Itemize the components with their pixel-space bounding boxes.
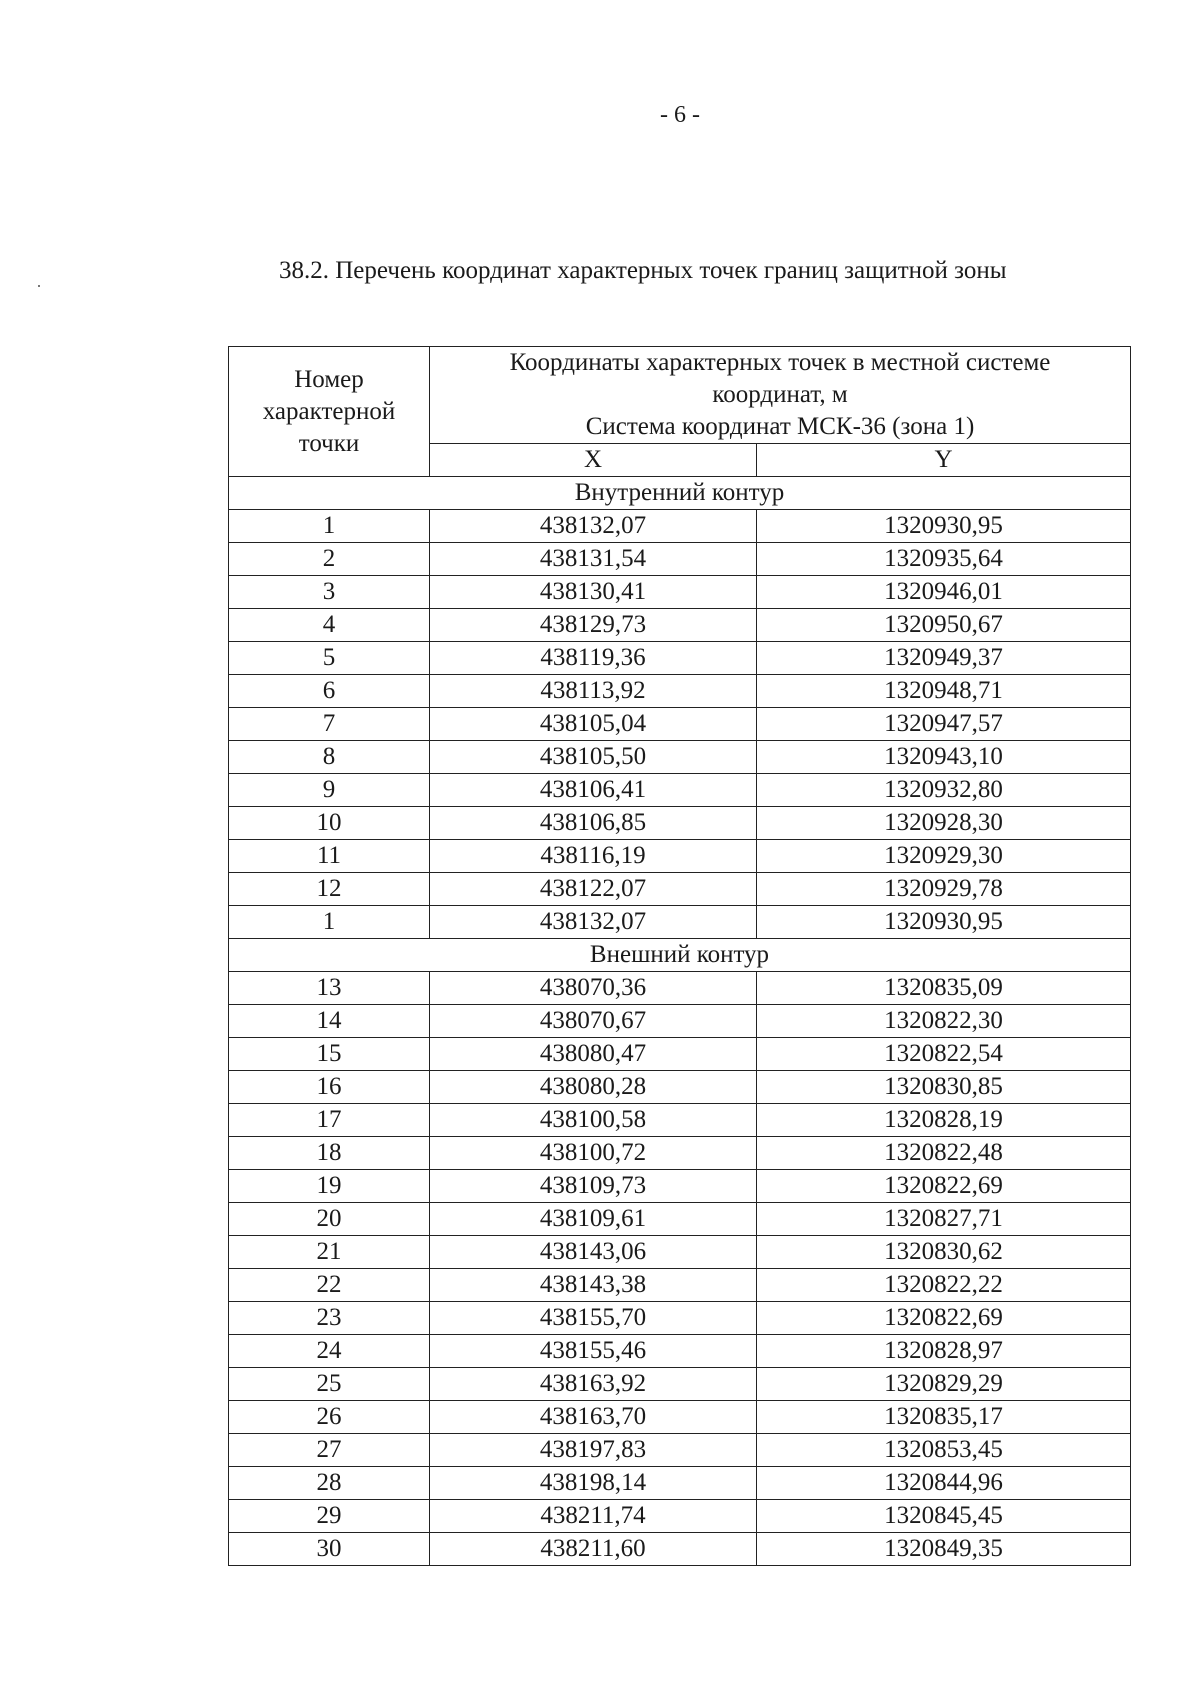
header-point-number-line: характерной <box>262 397 396 425</box>
x-coordinate-cell: 438080,47 <box>430 1038 757 1071</box>
point-number-cell: 17 <box>229 1104 430 1137</box>
table-row <box>229 972 1131 1005</box>
table-row <box>229 1434 1131 1467</box>
point-number-cell: 28 <box>229 1467 430 1500</box>
x-coordinate-cell: 438197,83 <box>430 1434 757 1467</box>
y-coordinate-cell: 1320830,85 <box>757 1071 1131 1104</box>
header-coordinates-line: Координаты характерных точек в местной системе <box>509 349 1051 376</box>
page-number: - 6 - <box>660 102 700 128</box>
x-coordinate-cell: 438155,46 <box>430 1335 757 1368</box>
y-coordinate-cell: 1320830,62 <box>757 1236 1131 1269</box>
x-coordinate-cell: 438130,41 <box>430 576 757 609</box>
table-row <box>229 1137 1131 1170</box>
x-coordinate-cell: 438100,72 <box>430 1137 757 1170</box>
table-row <box>229 1236 1131 1269</box>
point-number-cell: 5 <box>229 642 430 675</box>
point-number-cell: 26 <box>229 1401 430 1434</box>
point-number-cell: 15 <box>229 1038 430 1071</box>
header-point-number-line: точки <box>298 429 360 457</box>
table-row <box>229 675 1131 708</box>
table-row <box>229 609 1131 642</box>
point-number-cell: 13 <box>229 972 430 1005</box>
point-number-cell: 23 <box>229 1302 430 1335</box>
point-number-cell: 29 <box>229 1500 430 1533</box>
x-coordinate-cell: 438070,67 <box>430 1005 757 1038</box>
y-coordinate-cell: 1320822,22 <box>757 1269 1131 1302</box>
point-number-cell: 30 <box>229 1533 430 1566</box>
y-coordinate-cell: 1320822,69 <box>757 1302 1131 1335</box>
x-coordinate-cell: 438143,06 <box>430 1236 757 1269</box>
y-coordinate-cell: 1320948,71 <box>757 675 1131 708</box>
x-coordinate-cell: 438129,73 <box>430 609 757 642</box>
x-coordinate-cell: 438131,54 <box>430 543 757 576</box>
table-row <box>229 1335 1131 1368</box>
x-coordinate-cell: 438109,73 <box>430 1170 757 1203</box>
y-coordinate-cell: 1320853,45 <box>757 1434 1131 1467</box>
table-row <box>229 1401 1131 1434</box>
table-row <box>229 774 1131 807</box>
table-row <box>229 807 1131 840</box>
x-coordinate-cell: 438080,28 <box>430 1071 757 1104</box>
y-coordinate-cell: 1320946,01 <box>757 576 1131 609</box>
point-number-cell: 7 <box>229 708 430 741</box>
table-row <box>229 1170 1131 1203</box>
y-coordinate-cell: 1320822,54 <box>757 1038 1131 1071</box>
scan-speck <box>38 285 40 287</box>
y-coordinate-cell: 1320827,71 <box>757 1203 1131 1236</box>
x-coordinate-cell: 438113,92 <box>430 675 757 708</box>
table-row <box>229 1104 1131 1137</box>
point-number-cell: 12 <box>229 873 430 906</box>
x-coordinate-cell: 438106,85 <box>430 807 757 840</box>
point-number-cell: 2 <box>229 543 430 576</box>
table-row <box>229 1071 1131 1104</box>
table-body <box>229 477 1131 1566</box>
x-coordinate-cell: 438211,60 <box>430 1533 757 1566</box>
x-coordinate-cell: 438211,74 <box>430 1500 757 1533</box>
x-coordinate-cell: 438198,14 <box>430 1467 757 1500</box>
x-coordinate-cell: 438143,38 <box>430 1269 757 1302</box>
table-row <box>229 1533 1131 1566</box>
y-coordinate-cell: 1320943,10 <box>757 741 1131 774</box>
x-coordinate-cell: 438119,36 <box>430 642 757 675</box>
y-coordinate-cell: 1320930,95 <box>757 510 1131 543</box>
section-row <box>229 939 1131 972</box>
y-coordinate-cell: 1320835,17 <box>757 1401 1131 1434</box>
header-point-number <box>229 347 430 477</box>
y-coordinate-cell: 1320849,35 <box>757 1533 1131 1566</box>
point-number-cell: 8 <box>229 741 430 774</box>
table-row <box>229 1467 1131 1500</box>
point-number-cell: 25 <box>229 1368 430 1401</box>
y-coordinate-cell: 1320844,96 <box>757 1467 1131 1500</box>
table-row <box>229 642 1131 675</box>
point-number-cell: 3 <box>229 576 430 609</box>
y-coordinate-cell: 1320947,57 <box>757 708 1131 741</box>
y-coordinate-cell: 1320822,48 <box>757 1137 1131 1170</box>
point-number-cell: 6 <box>229 675 430 708</box>
section-heading: 38.2. Перечень координат характерных точек границ защитной зоны <box>279 257 1007 284</box>
header-coordinates-title <box>430 347 1131 444</box>
point-number-cell: 16 <box>229 1071 430 1104</box>
y-coordinate-cell: 1320935,64 <box>757 543 1131 576</box>
section-title: Внутренний контур <box>229 477 1131 510</box>
table-row <box>229 510 1131 543</box>
point-number-cell: 9 <box>229 774 430 807</box>
coordinates-table <box>228 346 1131 1566</box>
y-coordinate-cell: 1320845,45 <box>757 1500 1131 1533</box>
header-point-number-line: Номер <box>294 365 364 393</box>
x-coordinate-cell: 438122,07 <box>430 873 757 906</box>
point-number-cell: 10 <box>229 807 430 840</box>
point-number-cell: 21 <box>229 1236 430 1269</box>
y-coordinate-cell: 1320949,37 <box>757 642 1131 675</box>
point-number-cell: 27 <box>229 1434 430 1467</box>
point-number-cell: 1 <box>229 510 430 543</box>
x-coordinate-cell: 438155,70 <box>430 1302 757 1335</box>
point-number-cell: 24 <box>229 1335 430 1368</box>
point-number-cell: 4 <box>229 609 430 642</box>
table-row <box>229 840 1131 873</box>
x-coordinate-cell: 438116,19 <box>430 840 757 873</box>
x-coordinate-cell: 438163,92 <box>430 1368 757 1401</box>
table-row <box>229 1005 1131 1038</box>
x-coordinate-cell: 438109,61 <box>430 1203 757 1236</box>
point-number-cell: 22 <box>229 1269 430 1302</box>
x-coordinate-cell: 438163,70 <box>430 1401 757 1434</box>
table-row <box>229 708 1131 741</box>
header-x: X <box>430 444 757 477</box>
x-coordinate-cell: 438105,50 <box>430 741 757 774</box>
point-number-cell: 11 <box>229 840 430 873</box>
y-coordinate-cell: 1320928,30 <box>757 807 1131 840</box>
y-coordinate-cell: 1320932,80 <box>757 774 1131 807</box>
header-coordinates-line: координат, м <box>712 381 848 408</box>
x-coordinate-cell: 438132,07 <box>430 510 757 543</box>
table-row <box>229 1269 1131 1302</box>
y-coordinate-cell: 1320822,69 <box>757 1170 1131 1203</box>
point-number-cell: 14 <box>229 1005 430 1038</box>
y-coordinate-cell: 1320929,30 <box>757 840 1131 873</box>
header-coordinates-line: Система координат МСК-36 (зона 1) <box>585 413 975 440</box>
y-coordinate-cell: 1320829,29 <box>757 1368 1131 1401</box>
y-coordinate-cell: 1320835,09 <box>757 972 1131 1005</box>
section-title: Внешний контур <box>229 939 1131 972</box>
x-coordinate-cell: 438105,04 <box>430 708 757 741</box>
table-row <box>229 1203 1131 1236</box>
table-row <box>229 906 1131 939</box>
table-row <box>229 1500 1131 1533</box>
table-row <box>229 576 1131 609</box>
point-number-cell: 19 <box>229 1170 430 1203</box>
x-coordinate-cell: 438100,58 <box>430 1104 757 1137</box>
point-number-cell: 20 <box>229 1203 430 1236</box>
table-row <box>229 543 1131 576</box>
y-coordinate-cell: 1320930,95 <box>757 906 1131 939</box>
header-y: Y <box>757 444 1131 477</box>
x-coordinate-cell: 438106,41 <box>430 774 757 807</box>
x-coordinate-cell: 438070,36 <box>430 972 757 1005</box>
y-coordinate-cell: 1320828,19 <box>757 1104 1131 1137</box>
table-row <box>229 1368 1131 1401</box>
y-coordinate-cell: 1320950,67 <box>757 609 1131 642</box>
point-number-cell: 1 <box>229 906 430 939</box>
y-coordinate-cell: 1320822,30 <box>757 1005 1131 1038</box>
y-coordinate-cell: 1320828,97 <box>757 1335 1131 1368</box>
point-number-cell: 18 <box>229 1137 430 1170</box>
table-row <box>229 741 1131 774</box>
table-row <box>229 1038 1131 1071</box>
table-row <box>229 873 1131 906</box>
section-row <box>229 477 1131 510</box>
x-coordinate-cell: 438132,07 <box>430 906 757 939</box>
table-row <box>229 1302 1131 1335</box>
y-coordinate-cell: 1320929,78 <box>757 873 1131 906</box>
